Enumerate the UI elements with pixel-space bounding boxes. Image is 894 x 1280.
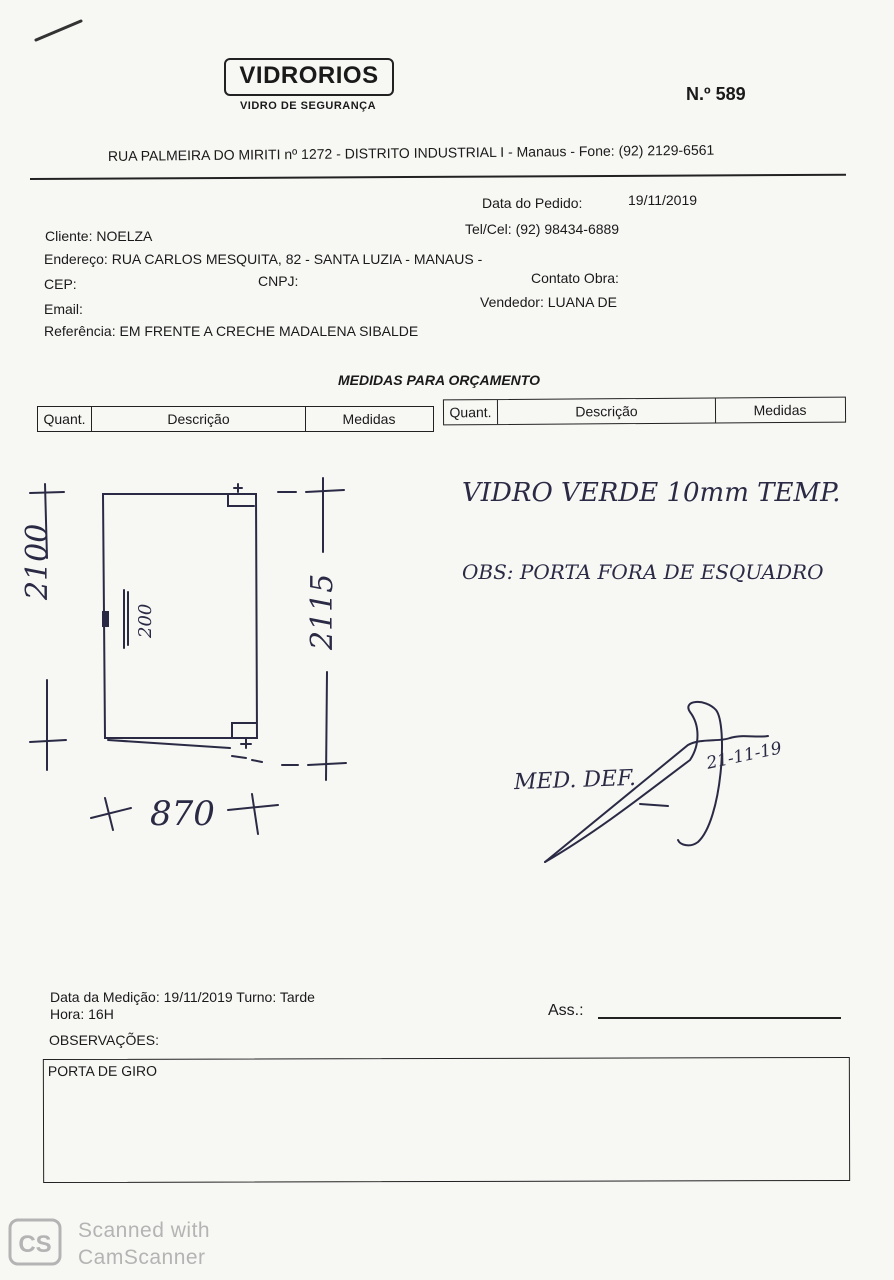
signature-date: 21-11-19 — [704, 738, 784, 774]
crosshair-top — [234, 484, 242, 492]
seller-field: Vendedor: LUANA DE — [480, 294, 617, 310]
order-date-label: Data do Pedido: — [482, 195, 583, 211]
col-description: Descrição — [92, 407, 306, 431]
col-quant: Quant. — [444, 400, 498, 424]
door-corner-bottom — [232, 723, 256, 738]
right-top-tick — [306, 490, 344, 492]
watermark-line-1: Scanned with — [78, 1219, 211, 1242]
width-label: 870 — [150, 794, 215, 834]
inner-label: 200 — [135, 603, 156, 638]
camscanner-logo-text: CS — [18, 1231, 52, 1258]
measurement-date: Data da Medição: 19/11/2019 Turno: Tarde — [50, 989, 315, 1005]
left-bottom-tick — [30, 740, 66, 742]
door-corner-top — [228, 494, 254, 506]
observations-box — [43, 1057, 850, 1183]
site-contact-field: Contato Obra: — [531, 270, 619, 286]
width-right-tick — [228, 794, 278, 834]
door-bottom-line — [108, 740, 230, 748]
cep-field: CEP: — [44, 276, 77, 292]
address-field: Endereço: RUA CARLOS MESQUITA, 82 - SANTA LUZIA - MANAUS - — [44, 251, 483, 267]
email-field: Email: — [44, 301, 83, 317]
observation-note: OBS: PORTA FORA DE ESQUADRO — [462, 560, 824, 584]
signature-label: Ass.: — [548, 1002, 584, 1019]
glass-description: VIDRO VERDE 10mm TEMP. — [462, 478, 841, 508]
door-handle — [124, 590, 128, 648]
document-number: N.º 589 — [686, 84, 746, 104]
client-field: Cliente: NOELZA — [45, 228, 153, 244]
col-measures: Medidas — [342, 411, 396, 427]
phone-field: Tel/Cel: (92) 98434-6889 — [465, 221, 620, 237]
section-title: MEDIDAS PARA ORÇAMENTO — [338, 372, 540, 388]
col-measures: Medidas — [753, 401, 807, 419]
door-hinge — [103, 612, 108, 626]
order-date-value: 19/11/2019 — [628, 192, 698, 208]
observations-label: OBSERVAÇÕES: — [49, 1032, 159, 1048]
watermark-line-2: CamScanner — [78, 1246, 206, 1269]
col-description: Descrição — [498, 399, 716, 425]
observations-text: PORTA DE GIRO — [47, 1062, 158, 1080]
logo-subtitle: VIDRO DE SEGURANÇA — [239, 100, 377, 112]
cnpj-field: CNPJ: — [258, 273, 299, 289]
signature-line — [598, 1017, 841, 1019]
left-top-tick — [30, 492, 64, 493]
width-left-tick — [91, 798, 131, 830]
right-bottom-tick — [308, 763, 346, 765]
measurement-time: Hora: 16H — [50, 1006, 114, 1022]
reference-field: Referência: EM FRENTE A CRECHE MADALENA SIBALDE — [44, 323, 419, 339]
company-address: RUA PALMEIRA DO MIRITI nº 1272 - DISTRITO INDUSTRIAL I - Manaus - Fone: (92) 2129-6561 — [107, 141, 715, 164]
bottom-dash — [232, 756, 298, 765]
door-outline — [103, 494, 257, 738]
logo-text: VIDRORIOS — [239, 62, 379, 89]
height-left-label: 2100 — [20, 523, 55, 600]
height-right-label: 2115 — [305, 573, 340, 650]
col-quant: Quant. — [38, 407, 92, 431]
camscanner-logo — [8, 1218, 62, 1266]
signature-underline — [640, 804, 668, 806]
crosshair-bottom — [241, 738, 251, 748]
measurement-signature: MED. DEF. — [513, 765, 637, 796]
